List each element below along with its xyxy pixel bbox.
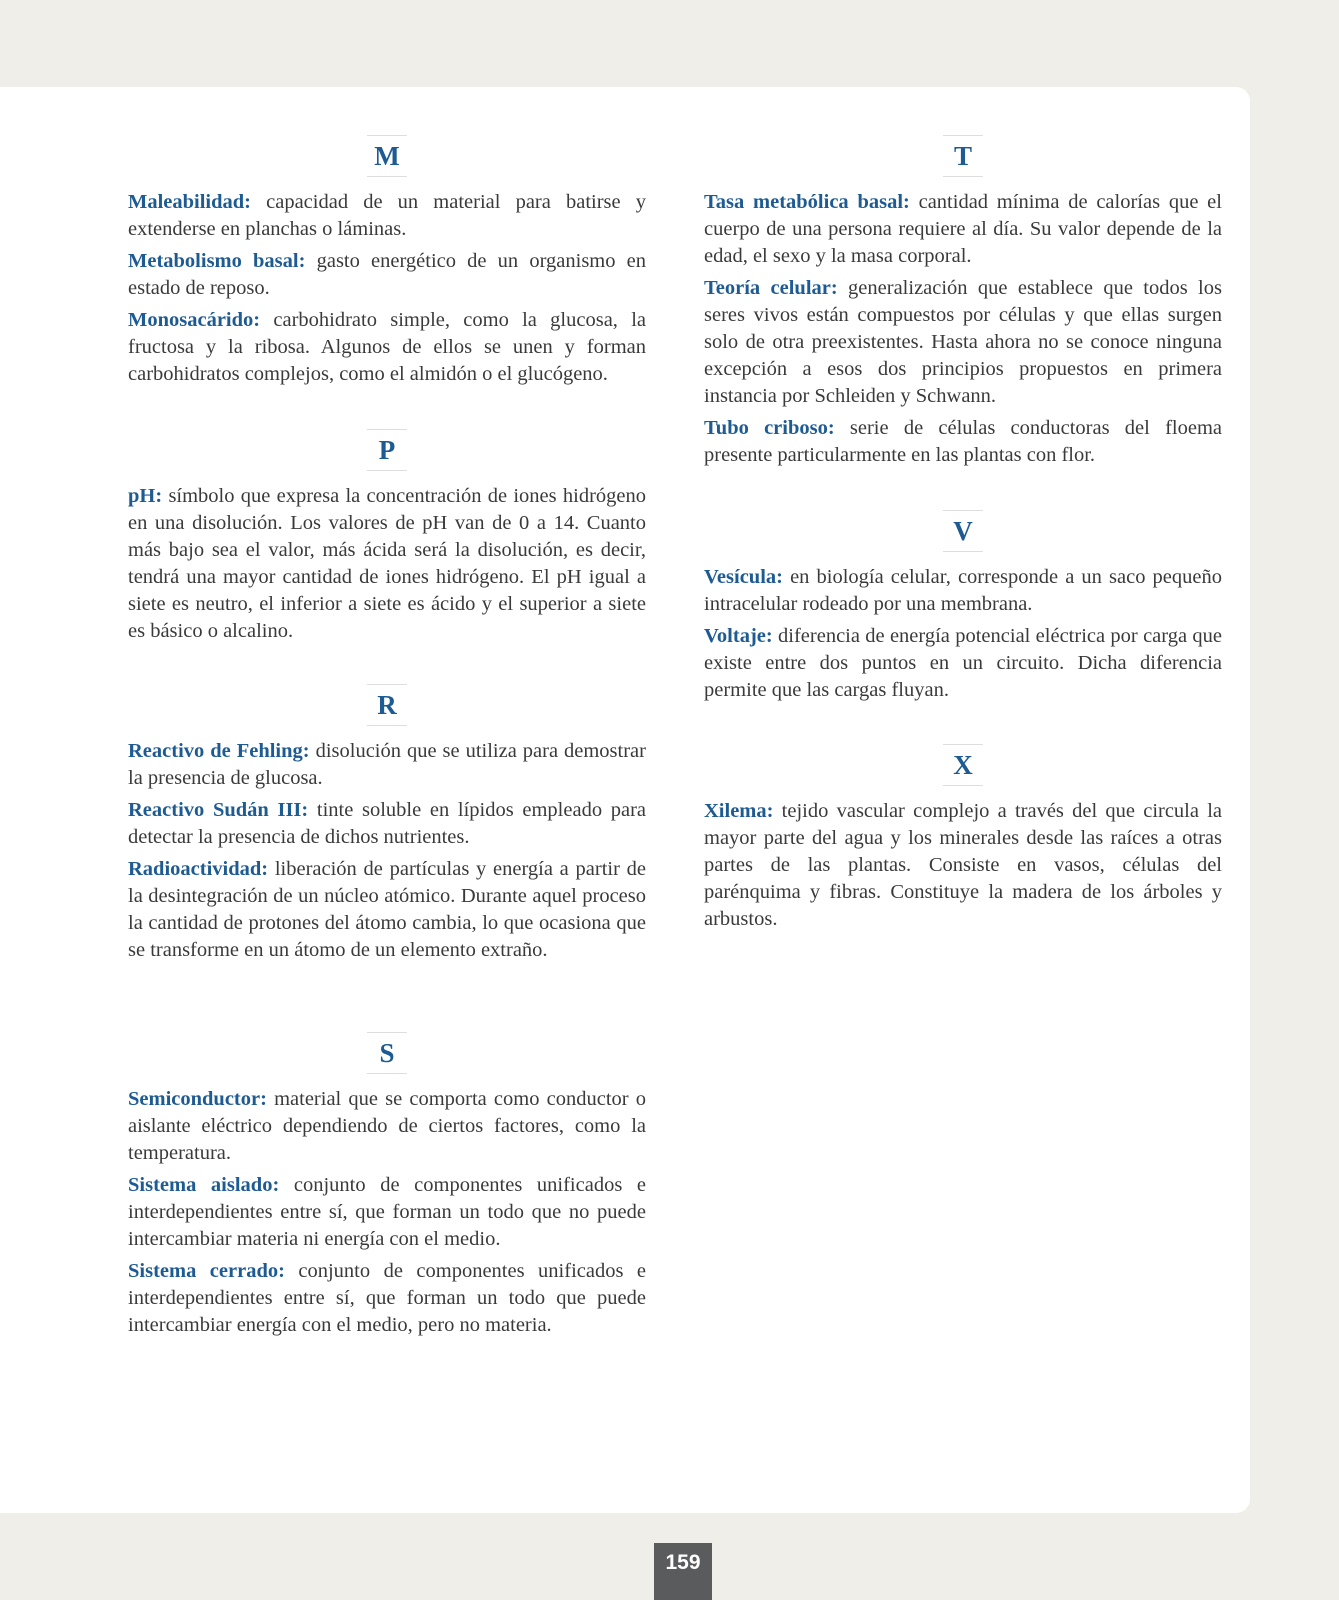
glossary-entry bbox=[128, 1258, 646, 1339]
glossary-term: Tubo criboso: bbox=[704, 417, 835, 439]
section-letter: M bbox=[367, 135, 407, 177]
section-letter: X bbox=[943, 744, 983, 786]
glossary-entry bbox=[704, 623, 1222, 704]
page-number: 159 bbox=[654, 1543, 712, 1600]
glossary-entry bbox=[128, 738, 646, 792]
glossary-term: Semiconductor: bbox=[128, 1088, 267, 1110]
glossary-definition: tinte soluble en lípidos empleado para detectar la presencia de dichos nutrientes. bbox=[128, 799, 647, 848]
glossary-term: Vesícula: bbox=[704, 566, 783, 588]
section-p bbox=[128, 429, 646, 650]
glossary-term: Sistema aislado: bbox=[128, 1174, 280, 1196]
section-r bbox=[128, 684, 646, 969]
glossary-term: Teoría celular: bbox=[704, 277, 838, 299]
section-x bbox=[704, 744, 1222, 938]
glossary-entry bbox=[128, 856, 646, 964]
glossary-term: Maleabilidad: bbox=[128, 191, 252, 213]
section-s bbox=[128, 1032, 646, 1344]
section-m bbox=[128, 135, 646, 393]
glossary-term: Tasa metabólica basal: bbox=[704, 191, 910, 213]
glossary-definition: diferencia de energía potencial eléctrica por carga que existe entre dos puntos en un circuito. Dicha diferencia permite que las cargas fluyan. bbox=[704, 625, 1222, 701]
glossary-entry bbox=[128, 189, 646, 243]
glossary-definition: conjunto de componentes unificados e interdependientes entre sí, que forman un todo que puede intercambiar energía con el medio, pero no materia. bbox=[128, 1260, 646, 1336]
glossary-definition: serie de células conductoras del floema presente particularmente en las plantas con flor. bbox=[704, 417, 1222, 466]
glossary-definition: capacidad de un material para batirse y extenderse en planchas o láminas. bbox=[128, 191, 646, 240]
glossary-entry bbox=[704, 415, 1222, 469]
glossary-entry bbox=[128, 797, 646, 851]
glossary-definition: carbohidrato simple, como la glucosa, la fructosa y la ribosa. Algunos de ellos se unen y forman carbohidratos complejos, como el almidón o el glucógeno. bbox=[128, 309, 646, 385]
glossary-entry bbox=[128, 307, 646, 388]
glossary-definition: en biología celular, corresponde a un saco pequeño intracelular rodeado por una membrana. bbox=[704, 566, 1222, 615]
glossary-entry bbox=[128, 1086, 646, 1167]
section-v bbox=[704, 510, 1222, 709]
glossary-entry bbox=[128, 248, 646, 302]
glossary-definition: material que se comporta como conductor o aislante eléctrico dependiendo de ciertos factores, como la temperatura. bbox=[128, 1088, 646, 1164]
glossary-entry bbox=[704, 798, 1222, 933]
glossary-term: Radioactividad: bbox=[128, 858, 269, 880]
glossary-term: Monosacárido: bbox=[128, 309, 261, 331]
section-letter: P bbox=[367, 429, 407, 471]
glossary-definition: disolución que se utiliza para demostrar la presencia de glucosa. bbox=[128, 740, 646, 789]
glossary-definition: conjunto de componentes unificados e interdependientes entre sí, que forman un todo que no puede intercambiar materia ni energía con el medio. bbox=[128, 1174, 646, 1250]
glossary-entry bbox=[128, 1172, 646, 1253]
glossary-definition: tejido vascular complejo a través del que circula la mayor parte del agua y los minerales desde las raíces a otras partes de las plantas. Consiste en vasos, células del parénquima y fibras. Constituye la madera de los árboles y arbustos. bbox=[704, 800, 1222, 930]
section-letter: T bbox=[943, 135, 983, 177]
glossary-term: Reactivo de Fehling: bbox=[128, 740, 310, 762]
glossary-entry bbox=[704, 189, 1222, 270]
section-t bbox=[704, 135, 1222, 474]
glossary-definition: generalización que establece que todos los seres vivos están compuestos por células y que ellas surgen solo de otra preexistentes. Hasta ahora no se conoce ninguna excepción a esos dos principios propuestos en primera instancia por Schleiden y Schwann. bbox=[704, 277, 1222, 407]
glossary-definition: cantidad mínima de calorías que el cuerpo de una persona requiere al día. Su valor depende de la edad, el sexo y la masa corporal. bbox=[704, 191, 1222, 267]
glossary-entry bbox=[128, 483, 646, 645]
glossary-definition: liberación de partículas y energía a partir de la desintegración de un núcleo atómico. Durante aquel proceso la cantidad de protones del átomo cambia, lo que ocasiona que se transforme en un átomo de un elemento extraño. bbox=[128, 858, 646, 961]
section-letter: V bbox=[943, 510, 983, 552]
section-letter: S bbox=[367, 1032, 407, 1074]
glossary-term: pH: bbox=[128, 485, 163, 507]
glossary-definition: símbolo que expresa la concentración de iones hidrógeno en una disolución. Los valores de pH van de 0 a 14. Cuanto más bajo sea el valor, más ácida será la disolución, es decir, tendrá una mayor cantidad de iones hidrógeno. El pH igual a siete es neutro, el inferior a siete es ácido y el superior a siete es básico o alcalino. bbox=[128, 485, 646, 642]
glossary-page bbox=[0, 87, 1250, 1513]
glossary-term: Reactivo Sudán III: bbox=[128, 799, 309, 821]
glossary-term: Voltaje: bbox=[704, 625, 773, 647]
glossary-term: Xilema: bbox=[704, 800, 774, 822]
glossary-definition: gasto energético de un organismo en estado de reposo. bbox=[128, 250, 646, 299]
glossary-term: Metabolismo basal: bbox=[128, 250, 306, 272]
section-letter: R bbox=[367, 684, 407, 726]
glossary-entry bbox=[704, 564, 1222, 618]
glossary-entry bbox=[704, 275, 1222, 410]
glossary-term: Sistema cerrado: bbox=[128, 1260, 285, 1282]
